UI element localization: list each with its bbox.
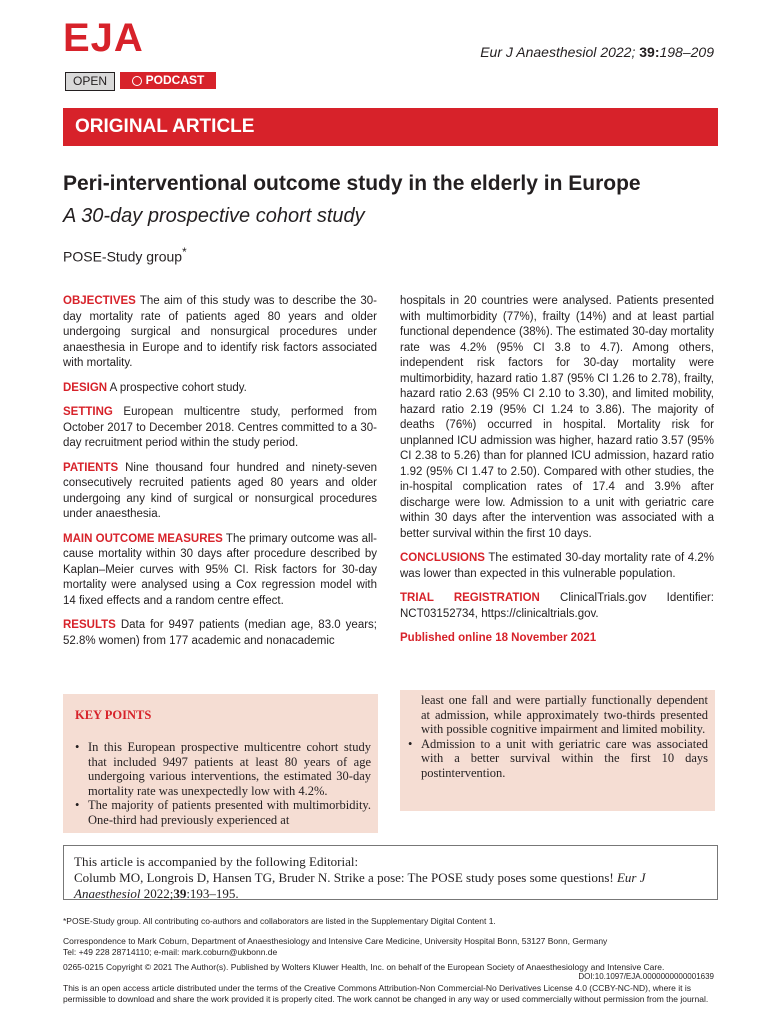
measures-text: The primary outcome was all-cause mortality within 30 days after procedure described by Kaplan–Meier curves with 95% CI. Risk factors for 30-day mortality were analysed using a Cox regression model with 14 fixed effects and a random centre effect. bbox=[63, 532, 377, 607]
conclusions-text: The estimated 30-day mortality rate of 4.2% was lower than expected in this vulnerable population. bbox=[400, 552, 715, 580]
design-label: DESIGN bbox=[63, 381, 108, 394]
journal-logo: EJA bbox=[63, 16, 144, 60]
abstract-right-column bbox=[400, 294, 714, 647]
footnote-study-group: *POSE-Study group. All contributing co-authors and collaborators are listed in the Supplementary Digital Content 1. bbox=[63, 916, 496, 926]
patients-label: PATIENTS bbox=[63, 461, 119, 474]
footnote-copyright: 0265-0215 Copyright © 2021 The Author(s). Published by Wolters Kluwer Health, Inc. on behalf of the European Society of Anaesthesiology and Intensive Care. bbox=[63, 962, 665, 972]
abstract-measures bbox=[63, 532, 377, 610]
abstract-trial bbox=[400, 591, 714, 622]
open-access-badge: OPEN bbox=[65, 72, 115, 91]
podcast-label: PODCAST bbox=[145, 73, 205, 87]
setting-label: SETTING bbox=[63, 406, 113, 418]
abstract-conclusions bbox=[400, 551, 714, 582]
key-point-item: • Admission to a unit with geriatric care was associated with a better survival within the first 10 days postintervention. bbox=[408, 737, 708, 781]
podcast-icon bbox=[132, 76, 142, 86]
objectives-text: The aim of this study was to describe the 30-day mortality rate of patients aged 80 years and older undergoing surgical and nonsurgical procedures under anaesthesia in Europe and to identify risk factors associated with mortality. bbox=[63, 295, 377, 369]
editorial-box bbox=[63, 845, 718, 900]
key-points-right bbox=[408, 693, 708, 780]
results-text-start: Data for 9497 patients (median age, 83.0 years; 52.8% women) from 177 academic and nonacademic bbox=[63, 619, 377, 647]
correspondence-address: Correspondence to Mark Coburn, Department of Anaesthesiology and Intensive Care Medicine, University Hospital Bonn, 53127 Bonn, Germany bbox=[63, 936, 608, 946]
doi[interactable]: DOI:10.1097/EJA.0000000000001639 bbox=[578, 972, 714, 981]
journal-pages: 198–209 bbox=[659, 44, 714, 60]
key-point-item: • In this European prospective multicentre cohort study that included 9497 patients at least 80 years of age undergoing various interventions, the estimated 30-day mortality rate was unexpectedly low with 4.2%. bbox=[75, 740, 371, 798]
conclusions-label: CONCLUSIONS bbox=[400, 552, 485, 564]
trial-label: TRIAL REGISTRATION bbox=[400, 592, 540, 604]
footnote-license: This is an open access article distributed under the terms of the Creative Commons Attribution-Non Commercial-No Derivatives License 4.0 (CCBY-NC-ND), where it is permissible to download and share the work provided it is properly cited. The work cannot be changed in any way or used commercially without permission from the journal. bbox=[63, 983, 709, 1004]
footnote-correspondence bbox=[63, 936, 718, 958]
objectives-label: OBJECTIVES bbox=[63, 295, 136, 307]
design-text: A prospective cohort study. bbox=[109, 381, 247, 394]
key-points-left bbox=[75, 740, 371, 827]
editorial-volume: 39 bbox=[173, 886, 187, 901]
abstract-results-cont: hospitals in 20 countries were analysed. Patients presented with multimorbidity (77%), frailty (14%) and at least partial functional dependence (38%). The estimated 30-day mortality rate was 4.2% (95% CI 3.8 to 4.7). Among others, independent risk factors for 30-day mortality were multimorbidity, hazard ratio 1.87 (95% CI 1.26 to 2.78), frailty, hazard ratio 2.63 (95% CI 2.10 to 3.30), and limited mobility, hazard ratio 2.19 (95% CI 1.24 to 3.86). The majority of deaths (76%) occurred in hospital. Mortality risk for unplanned ICU admission was higher, hazard ratio 3.57 (95% CI 2.38 to 5.26) than for planned ICU admission, hazard ratio 1.92 (95% CI 1.47 to 2.50). Compared with other studies, the in-hospital complication rates of 17.4 and 3.9% after discharge were low. Admission to a unit with geriatric care within 30 days after the intervention was associated with a better survival within the first 10 days. bbox=[400, 295, 714, 540]
editorial-pages: :193–195. bbox=[186, 886, 239, 901]
article-authors bbox=[63, 246, 187, 265]
correspondence-contact: Tel: +49 228 28714110; e-mail: mark.coburn@ukbonn.de bbox=[63, 947, 278, 957]
article-type-banner bbox=[63, 108, 718, 146]
abstract-setting bbox=[63, 405, 377, 452]
setting-text: European multicentre study, performed from October 2017 to December 2018. Centres committed to a 30-day recruitment period within the study period. bbox=[63, 406, 377, 449]
author-footnote-mark: * bbox=[182, 246, 187, 259]
key-point-continuation: least one fall and were partially functionally dependent at admission, while approximately two-thirds presented with possible cognitive impairment and limited mobility. bbox=[421, 693, 708, 736]
article-title: Peri-interventional outcome study in the elderly in Europe bbox=[63, 172, 641, 195]
podcast-badge[interactable] bbox=[120, 72, 216, 89]
abstract-objectives bbox=[63, 294, 377, 372]
journal-year: 2022; bbox=[600, 44, 636, 60]
abstract-left-column bbox=[63, 294, 377, 658]
journal-reference bbox=[480, 44, 714, 60]
trial-text: ClinicalTrials.gov Identifier: NCT03152734, https://clinicaltrials.gov. bbox=[400, 592, 714, 620]
editorial-intro: This article is accompanied by the following Editorial: bbox=[74, 854, 359, 869]
abstract-patients bbox=[63, 461, 377, 523]
journal-volume: 39: bbox=[639, 44, 660, 60]
editorial-citation-text: Columb MO, Longrois D, Hansen TG, Bruder N. Strike a pose: The POSE study poses some questions! bbox=[74, 870, 614, 885]
measures-label: MAIN OUTCOME MEASURES bbox=[63, 532, 223, 545]
article-subtitle: A 30-day prospective cohort study bbox=[63, 205, 365, 227]
abstract-results-start bbox=[63, 618, 377, 649]
published-date: Published online 18 November 2021 bbox=[400, 632, 597, 644]
results-label: RESULTS bbox=[63, 619, 116, 631]
editorial-citation bbox=[74, 870, 707, 902]
editorial-journal: Eur J Anaesthesiol bbox=[74, 870, 646, 901]
journal-name: Eur J Anaesthesiol bbox=[480, 44, 597, 60]
editorial-year: 2022; bbox=[143, 886, 174, 901]
abstract-design bbox=[63, 381, 377, 397]
article-type: ORIGINAL ARTICLE bbox=[75, 116, 255, 137]
key-point-item: • The majority of patients presented with multimorbidity. One-third had previously experienced at bbox=[75, 798, 371, 827]
patients-text: Nine thousand four hundred and ninety-seven consecutively recruited patients aged 80 years and older undergoing any kind of surgical or nonsurgical procedures under anaesthesia. bbox=[63, 461, 377, 520]
author-group: POSE-Study group bbox=[63, 248, 183, 265]
key-points-title: KEY POINTS bbox=[75, 708, 152, 722]
